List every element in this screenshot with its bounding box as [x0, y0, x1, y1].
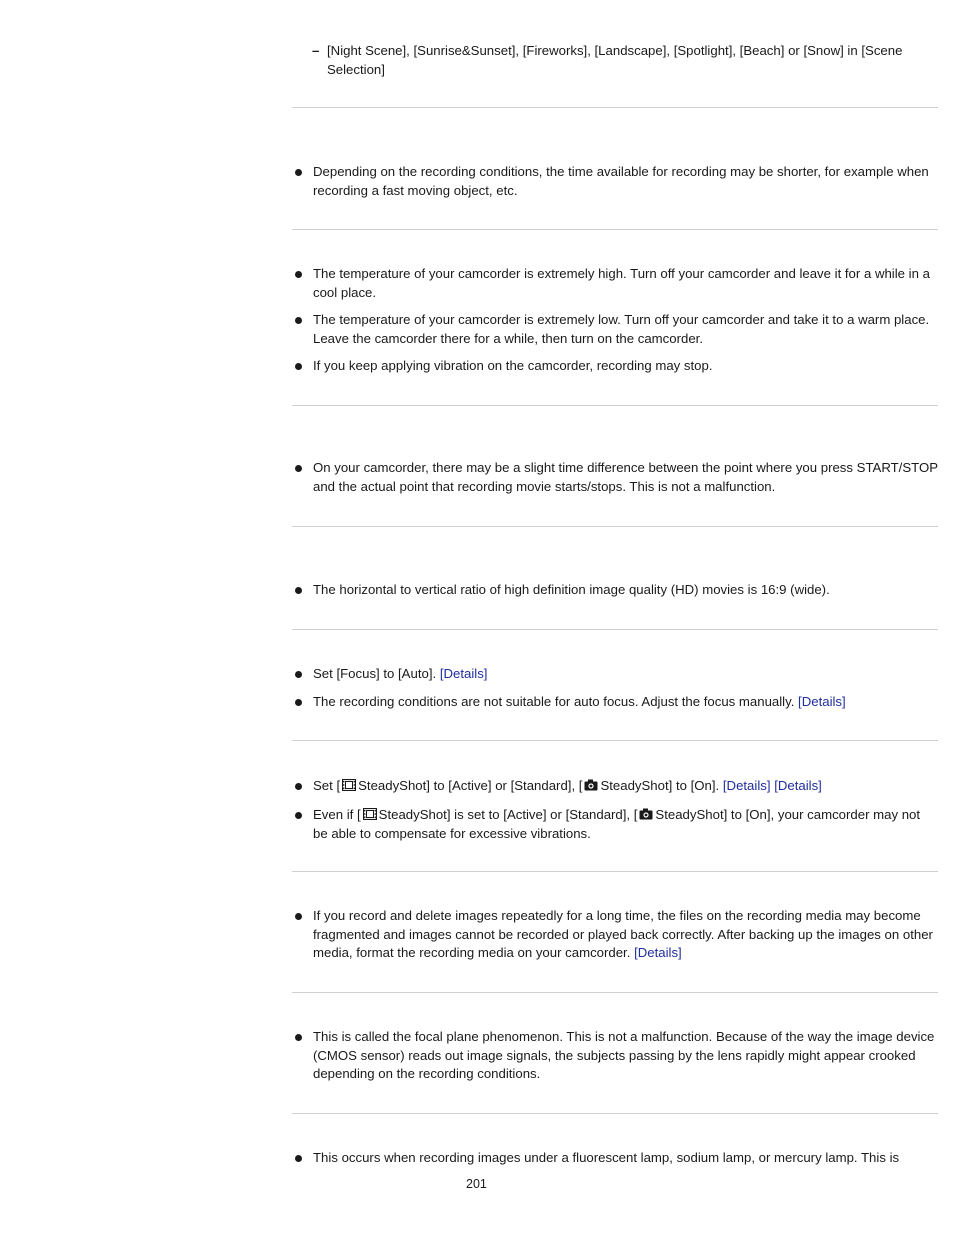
page-number: 201 — [466, 1177, 487, 1191]
section-flicker — [292, 1149, 938, 1168]
item-text: The temperature of your camcorder is extremely low. Turn off your camcorder and take it to a warm place. Leave the camcorder there for a while, then turn on the camcorder. — [313, 312, 930, 346]
divider — [292, 107, 938, 108]
section-focus — [292, 665, 938, 711]
bullet-icon — [295, 363, 302, 370]
item-text: On your camcorder, there may be a slight time difference between the point where you press START/STOP and the actual point that recording movie starts/stops. This is not a malfunction. — [313, 460, 938, 494]
item-text: SteadyShot] to [Active] or [Standard], [ — [358, 778, 583, 793]
details-link[interactable]: [Details] — [439, 666, 488, 681]
bullet-icon — [295, 587, 302, 594]
divider — [292, 871, 938, 872]
bullet-icon — [295, 699, 302, 706]
section-start-stop-delay — [292, 459, 938, 496]
item-text: Even if [ — [313, 806, 361, 822]
divider — [292, 992, 938, 993]
section-focal-plane — [292, 1028, 938, 1084]
list-item — [292, 581, 938, 600]
item-text: Depending on the recording conditions, the time available for recording may be shorter, for example when recording a fast moving object, etc. — [313, 164, 929, 198]
list-item — [292, 311, 938, 348]
list-item — [292, 806, 938, 844]
divider — [292, 526, 938, 527]
item-text: This is called the focal plane phenomenon. This is not a malfunction. Because of the way the image device (CMOS sensor) reads out image signals, the subjects passing by the lens rapidly might appear crooked depending on the recording conditions. — [313, 1029, 935, 1082]
item-text: The recording conditions are not suitable for auto focus. Adjust the focus manually. — [313, 693, 795, 709]
bullet-icon — [295, 465, 302, 472]
item-text: SteadyShot] is set to [Active] or [Standard], [ — [378, 806, 638, 822]
bullet-icon — [295, 1034, 302, 1041]
item-text: SteadyShot] to [On]. — [600, 778, 720, 793]
item-text: If you record and delete images repeatedly for a long time, the files on the recording media may become fragmented and images cannot be recorded or played back correctly. After backing up the images on other media, format the recording media on your camcorder. — [313, 908, 933, 961]
item-text: SteadyShot] to [On], your camcorder may not be able to compensate for excessive vibrations. — [313, 806, 921, 842]
list-item — [292, 665, 938, 684]
list-item — [292, 1149, 938, 1168]
section-temperature — [292, 265, 938, 376]
list-item — [292, 693, 938, 712]
details-link[interactable]: [Details] — [774, 778, 822, 793]
bullet-icon — [295, 169, 302, 176]
dash-marker: – — [312, 43, 320, 58]
section-fragmentation — [292, 907, 938, 963]
bullet-icon — [295, 783, 302, 790]
section-aspect-ratio — [292, 581, 938, 600]
divider — [292, 1113, 938, 1114]
item-text: The temperature of your camcorder is extremely high. Turn off your camcorder and leave it for a while in a cool place. — [313, 266, 930, 300]
bullet-icon — [295, 1155, 302, 1162]
section-recording-time — [292, 163, 938, 200]
item-text: Set [Focus] to [Auto]. — [313, 666, 437, 681]
section-steadyshot — [292, 777, 938, 844]
divider — [292, 740, 938, 741]
movie-film-icon — [363, 807, 377, 826]
details-link[interactable]: [Details] — [798, 693, 846, 709]
divider — [292, 229, 938, 230]
dash-list-item — [292, 42, 938, 79]
movie-film-icon — [342, 778, 356, 797]
camera-icon — [584, 778, 598, 797]
item-text: The horizontal to vertical ratio of high definition image quality (HD) movies is 16:9 (wide). — [313, 582, 830, 597]
details-link[interactable]: [Details] — [722, 778, 771, 793]
list-item — [292, 459, 938, 496]
divider — [292, 405, 938, 406]
camera-icon — [639, 807, 653, 826]
bullet-icon — [295, 671, 302, 678]
section-scene-selection — [292, 42, 938, 79]
item-text: This occurs when recording images under a fluorescent lamp, sodium lamp, or mercury lamp. This is — [313, 1150, 900, 1165]
item-text: If you keep applying vibration on the camcorder, recording may stop. — [313, 358, 713, 374]
bullet-icon — [295, 812, 302, 819]
item-text: Set [ — [313, 778, 341, 793]
list-item — [292, 265, 938, 302]
list-item — [292, 777, 938, 797]
divider — [292, 629, 938, 630]
bullet-icon — [295, 271, 302, 278]
details-link[interactable]: [Details] — [634, 945, 682, 961]
list-item — [292, 357, 938, 376]
list-item — [292, 1028, 938, 1084]
dash-text: [Night Scene], [Sunrise&Sunset], [Fireworks], [Landscape], [Spotlight], [Beach] or [Snow] in [Scene Selection] — [327, 43, 903, 77]
bullet-icon — [295, 913, 302, 920]
list-item — [292, 907, 938, 963]
list-item — [292, 163, 938, 200]
bullet-icon — [295, 317, 302, 324]
